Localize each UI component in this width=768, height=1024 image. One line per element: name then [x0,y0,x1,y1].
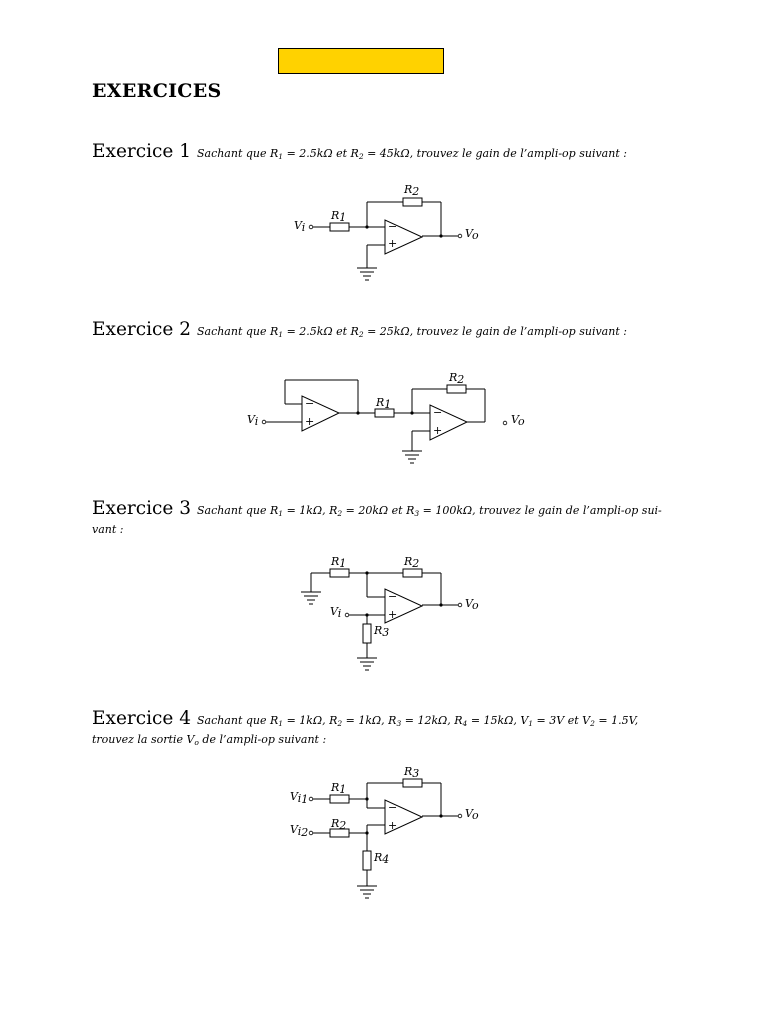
svg-text:+: + [388,608,398,621]
label-r1-4: R1 [331,781,347,796]
exercise-3-statement: Exercice 3 Sachant que $R_1 = 1k\Omega$, $R_2 = 20k\Omega$ et $R_3 = 100k\Omega$, trouvez le gain de l’ampli-op sui- vant : [92,498,662,536]
label-r4-4: R4 [374,851,390,866]
label-vo-1: Vo [465,227,479,242]
label-r2-3: R2 [404,555,420,570]
label-r2-4: R2 [331,817,347,832]
exercise-1-statement: Exercice 1 Sachant que $R_1 = 2.5k\Omega$ et $R_2 = 45k\Omega$, trouvez le gain de l’ampli-op suivant : [92,141,627,162]
svg-text:−: − [388,801,398,814]
resistor-r4-4 [363,851,371,870]
svg-text:+: + [388,819,398,832]
exercise-2-statement: Exercice 2 Sachant que $R_1 = 2.5k\Omega$ et $R_2 = 25k\Omega$, trouvez le gain de l’ampli-op suivant : [92,319,627,340]
label-r3-3: R3 [374,624,390,639]
page-heading: EXERCICES [92,80,222,102]
exercise-2-title: Exercice 2 [92,319,191,340]
label-vi1-4: Vi1 [290,790,309,806]
label-r1-1: R1 [331,209,347,224]
svg-text:+: + [305,415,315,428]
svg-text:+: + [388,237,398,250]
resistor-r1-4 [330,795,349,803]
label-r1-2: R1 [376,396,392,411]
label-vi-2: Vi [247,413,259,428]
label-vi2-4: Vi2 [290,823,309,839]
label-vo-2: Vo [511,413,525,428]
label-vo-4: Vo [465,807,479,822]
exercise-4-title: Exercice 4 [92,708,191,729]
svg-text:−: − [388,590,398,603]
exercise-3-title: Exercice 3 [92,498,191,519]
label-r3-4: R3 [404,765,420,780]
svg-text:−: − [388,220,398,233]
resistor-r3-4 [403,779,422,787]
label-vo-3: Vo [465,597,479,612]
label-r2-2: R2 [449,371,465,386]
exercise-4-statement: Exercice 4 Sachant que $R_1 = 1k\Omega$, $R_2 = 1k\Omega$, $R_3 = 12k\Omega$, $R_4 = 15k\Omega$, $V_1 = 3V$ et $V_2 = 1.5V$, trouvez la sortie $V_o$ de l’ampli-op suivant : [92,708,639,747]
label-r2-1: R2 [404,183,420,198]
svg-text:+: + [433,424,443,437]
exercise-1-title: Exercice 1 [92,141,191,162]
label-vi-1: Vi [294,219,306,234]
label-r1-3: R1 [331,555,347,570]
label-vi-3: Vi [330,605,342,620]
svg-text:−: − [433,406,443,419]
svg-text:−: − [305,397,315,410]
